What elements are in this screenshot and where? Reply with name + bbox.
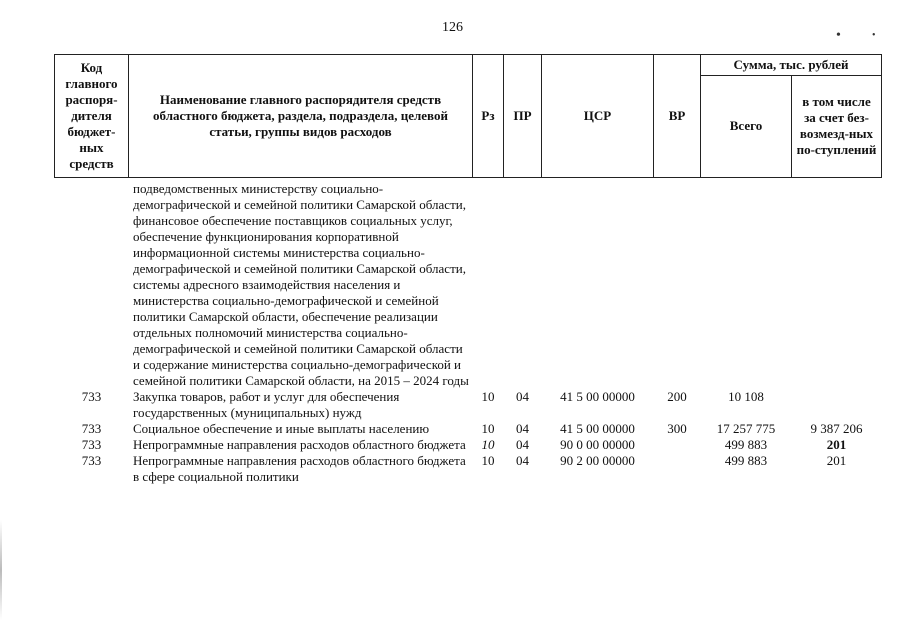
header-total: Всего xyxy=(701,75,792,178)
cell-name: Закупка товаров, работ и услуг для обеспечения государственных (муниципальных) нужд xyxy=(133,389,400,420)
header-vr: ВР xyxy=(654,55,701,178)
cell-csr: 41 5 00 00000 xyxy=(560,421,635,436)
cell-name: Непрограммные направления расходов областного бюджета xyxy=(133,437,466,452)
cell-csr: 90 0 00 00000 xyxy=(560,437,635,452)
header-code: Код главного распоря-дителя бюджет-ных средств xyxy=(55,55,129,178)
cell-csr: 90 2 00 00000 xyxy=(560,453,635,468)
header-sum: Сумма, тыс. рублей xyxy=(701,55,882,76)
cell-total: 499 883 xyxy=(724,437,768,452)
budget-table xyxy=(54,54,882,485)
cell-incl xyxy=(792,389,882,421)
header-csr: ЦСР xyxy=(542,55,654,178)
scan-speck: • xyxy=(836,28,841,43)
cell-rz: 10 xyxy=(481,389,495,404)
cell-vr xyxy=(654,437,701,453)
continuation-text: подведомственных министерству социально-демографической и семейной политики Самарской области, финансовое обеспечение поставщиков социальных услуг, обеспечение функционирования корпоративной информационной системы министерства социально-демографической и семейной политики Самарской области, системы адресного взаимодействия населения и министерства социально-демографической и семейной политики Самарской области, обеспечение реализации отдельных полномочий министерства социально-демографической и семейной политики Самарской области и содержание министерства социально-демографической и семейной политики Самарской области, на 2015 – 2024 годы xyxy=(133,181,469,388)
table-row xyxy=(55,437,882,453)
cell-vr: 200 xyxy=(667,389,687,404)
table-row-continuation xyxy=(55,178,882,390)
table-row xyxy=(55,453,882,485)
cell-csr: 41 5 00 00000 xyxy=(560,389,635,404)
cell-total: 17 257 775 xyxy=(716,421,776,436)
cell-code: 733 xyxy=(81,453,102,468)
header-name: Наименование главного распорядителя средств областного бюджета, раздела, подраздела, целевой статьи, группы видов расходов xyxy=(129,55,473,178)
cell-rz: 10 xyxy=(481,453,495,468)
cell-vr xyxy=(654,453,701,485)
cell-total: 499 883 xyxy=(724,453,768,468)
scan-speck: • xyxy=(872,30,876,41)
cell-code: 733 xyxy=(81,389,102,404)
cell-name: Социальное обеспечение и иные выплаты населению xyxy=(133,421,430,436)
cell-total: 10 108 xyxy=(728,389,764,404)
scan-edge-artifact xyxy=(0,520,2,620)
cell-rz: 10 xyxy=(481,421,495,436)
cell-vr: 300 xyxy=(667,421,687,436)
cell-rz: 10 xyxy=(481,437,495,452)
cell-pr: 04 xyxy=(516,453,529,468)
cell-pr: 04 xyxy=(516,437,529,452)
cell-incl: 201 xyxy=(826,453,847,468)
page-number: 126 xyxy=(442,20,463,35)
cell-pr: 04 xyxy=(516,389,529,404)
cell-code: 733 xyxy=(81,437,102,452)
cell-incl: 201 xyxy=(826,437,847,452)
header-pr: ПР xyxy=(504,55,542,178)
cell-code: 733 xyxy=(81,421,102,436)
header-rz: Рз xyxy=(473,55,504,178)
header-incl: в том числе за счет без-возмезд-ных по-ступлений xyxy=(792,75,882,178)
cell-pr: 04 xyxy=(516,421,529,436)
table-row xyxy=(55,389,882,421)
table-row xyxy=(55,421,882,437)
cell-name: Непрограммные направления расходов областного бюджета в сфере социальной политики xyxy=(133,453,466,484)
cell-incl: 9 387 206 xyxy=(810,421,863,436)
